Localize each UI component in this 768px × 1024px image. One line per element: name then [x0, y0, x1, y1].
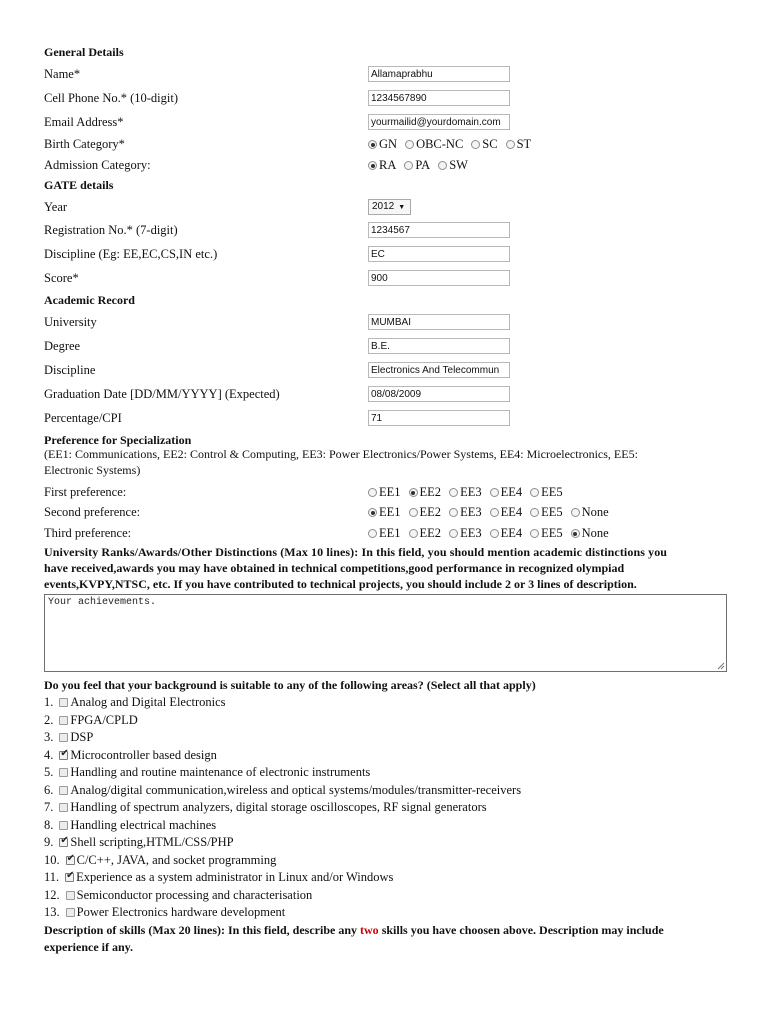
- area-item-number: 13.: [44, 905, 60, 919]
- year-select-value: 2012: [372, 201, 395, 212]
- second-pref-ee1[interactable]: EE1: [368, 505, 401, 520]
- birth-option-gn[interactable]: GN: [368, 137, 397, 152]
- achievements-textarea[interactable]: [44, 594, 727, 672]
- area-list-item[interactable]: [44, 835, 234, 850]
- third-preference-radios: [368, 526, 617, 541]
- third-pref-ee1[interactable]: EE1: [368, 526, 401, 541]
- admission-option-pa[interactable]: PA: [404, 158, 430, 173]
- area-item-number: 1.: [44, 695, 54, 709]
- birth-option-obc-nc[interactable]: OBC-NC: [405, 137, 463, 152]
- area-item-number: 6.: [44, 782, 54, 797]
- admission-option-sw[interactable]: SW: [438, 158, 468, 173]
- third-pref-ee2[interactable]: EE2: [409, 526, 442, 541]
- area-item-label: Analog/digital communication,wireless and optical systems/modules/transmitter-receivers: [70, 782, 522, 797]
- academic-discipline-label: Discipline: [44, 363, 96, 377]
- radio-icon[interactable]: [409, 529, 418, 538]
- email-label: Email Address*: [44, 115, 124, 129]
- radio-icon[interactable]: [530, 488, 539, 497]
- radio-icon[interactable]: [530, 508, 539, 517]
- checkbox-icon[interactable]: [59, 698, 68, 707]
- percentage-label: Percentage/CPI: [44, 411, 122, 425]
- general-details-heading: General Details: [44, 45, 124, 59]
- university-input[interactable]: MUMBAI: [368, 314, 510, 330]
- second-pref-ee3[interactable]: EE3: [449, 505, 482, 520]
- year-select[interactable]: [368, 199, 411, 215]
- area-item-label: Power Electronics hardware development: [76, 905, 286, 919]
- area-item-label: Shell scripting,HTML/CSS/PHP: [70, 835, 234, 849]
- first-pref-ee1[interactable]: EE1: [368, 485, 401, 500]
- radio-icon[interactable]: [490, 529, 499, 538]
- university-label: University: [44, 315, 97, 329]
- score-input[interactable]: 900: [368, 270, 510, 286]
- area-item-number: 12.: [44, 887, 60, 902]
- radio-icon[interactable]: [449, 529, 458, 538]
- area-item-number: 7.: [44, 800, 54, 814]
- chevron-down-icon: ▼: [398, 204, 406, 211]
- second-pref-ee4[interactable]: EE4: [490, 505, 523, 520]
- area-item-label: C/C++, JAVA, and socket programming: [76, 852, 277, 867]
- birth-category-label: Birth Category*: [44, 137, 125, 151]
- preference-heading: Preference for Specialization: [44, 433, 192, 447]
- area-item-number: 5.: [44, 765, 54, 779]
- second-preference-radios: [368, 505, 617, 520]
- radio-icon[interactable]: [506, 140, 515, 149]
- phone-label: Cell Phone No.* (10-digit): [44, 91, 179, 105]
- area-list-item[interactable]: [44, 853, 276, 868]
- area-item-number: 4.: [44, 747, 54, 762]
- degree-input[interactable]: B.E.: [368, 338, 510, 354]
- awards-instructions-line2: have received,awards you may have obtained in technical competitions,good performance in recognized olympiad: [44, 561, 625, 575]
- second-pref-ee2[interactable]: EE2: [409, 505, 442, 520]
- checkbox-icon[interactable]: [59, 821, 68, 830]
- area-item-number: 9.: [44, 835, 54, 849]
- first-pref-ee3[interactable]: EE3: [449, 485, 482, 500]
- checkbox-checked-icon[interactable]: [59, 838, 68, 847]
- first-pref-ee5[interactable]: EE5: [530, 485, 563, 500]
- name-label: Name*: [44, 67, 81, 81]
- area-item-number: 8.: [44, 817, 54, 832]
- registration-input[interactable]: 1234567: [368, 222, 510, 238]
- radio-icon[interactable]: [490, 508, 499, 517]
- third-pref-ee4[interactable]: EE4: [490, 526, 523, 541]
- preference-note-line2: Electronic Systems): [44, 463, 141, 477]
- radio-icon[interactable]: [368, 488, 377, 497]
- gate-discipline-label: Discipline (Eg: EE,EC,CS,IN etc.): [44, 247, 218, 261]
- checkbox-icon[interactable]: [59, 803, 68, 812]
- checkbox-icon[interactable]: [59, 733, 68, 742]
- area-item-number: 3.: [44, 730, 54, 744]
- radio-icon[interactable]: [449, 508, 458, 517]
- second-pref-none[interactable]: None: [571, 505, 609, 520]
- area-item-label: Handling of spectrum analyzers, digital storage oscilloscopes, RF signal generators: [70, 800, 487, 814]
- radio-icon[interactable]: [438, 161, 447, 170]
- area-item-number: 2.: [44, 712, 54, 727]
- radio-icon[interactable]: [471, 140, 480, 149]
- second-preference-label: Second preference:: [44, 505, 141, 519]
- checkbox-icon[interactable]: [59, 768, 68, 777]
- phone-input[interactable]: 1234567890: [368, 90, 510, 106]
- year-label: Year: [44, 200, 68, 214]
- awards-instructions-line1: University Ranks/Awards/Other Distinctions (Max 10 lines): In this field, you should mention academic distinctions you: [44, 545, 668, 559]
- area-list-item[interactable]: [44, 870, 393, 885]
- resize-handle-icon[interactable]: [717, 662, 725, 670]
- area-list-item[interactable]: [44, 730, 93, 745]
- skills-description-line1: Description of skills (Max 20 lines): In this field, describe any two skills you have choosen above. Description may include: [44, 923, 664, 937]
- radio-icon[interactable]: [449, 488, 458, 497]
- area-list-item[interactable]: [44, 800, 487, 815]
- area-item-label: FPGA/CPLD: [70, 712, 138, 727]
- area-item-label: Experience as a system administrator in Linux and/or Windows: [76, 870, 394, 884]
- achievements-textarea-value: Your achievements.: [48, 597, 157, 608]
- birth-option-st[interactable]: ST: [506, 137, 532, 152]
- academic-record-heading: Academic Record: [44, 293, 135, 307]
- areas-heading: Do you feel that your background is suitable to any of the following areas? (Select all that apply): [44, 678, 536, 692]
- radio-icon[interactable]: [409, 508, 418, 517]
- checkbox-icon[interactable]: [66, 891, 75, 900]
- area-list-item[interactable]: [44, 905, 285, 920]
- third-pref-ee3[interactable]: EE3: [449, 526, 482, 541]
- third-pref-none[interactable]: None: [571, 526, 609, 541]
- checkbox-icon[interactable]: [59, 786, 68, 795]
- birth-option-sc[interactable]: SC: [471, 137, 497, 152]
- area-item-label: Handling electrical machines: [70, 817, 217, 832]
- degree-label: Degree: [44, 339, 81, 353]
- area-item-label: Microcontroller based design: [70, 747, 217, 762]
- radio-icon[interactable]: [571, 529, 580, 538]
- area-item-label: Handling and routine maintenance of electronic instruments: [70, 765, 371, 779]
- area-list-item[interactable]: [44, 818, 216, 833]
- score-label: Score*: [44, 271, 79, 285]
- email-input[interactable]: yourmailid@yourdomain.com: [368, 114, 510, 130]
- area-item-label: DSP: [70, 730, 94, 744]
- radio-icon[interactable]: [404, 161, 413, 170]
- first-preference-radios: [368, 485, 571, 500]
- area-list-item[interactable]: [44, 748, 217, 763]
- graduation-date-label: Graduation Date [DD/MM/YYYY] (Expected): [44, 387, 280, 401]
- radio-icon[interactable]: [571, 508, 580, 517]
- area-list-item[interactable]: [44, 695, 226, 710]
- first-pref-ee4[interactable]: EE4: [490, 485, 523, 500]
- area-item-number: 11.: [44, 870, 60, 884]
- skills-description-line2: experience if any.: [44, 940, 133, 954]
- percentage-input[interactable]: 71: [368, 410, 510, 426]
- academic-discipline-input[interactable]: Electronics And Telecommun: [368, 362, 510, 378]
- radio-icon[interactable]: [368, 508, 377, 517]
- registration-label: Registration No.* (7-digit): [44, 223, 178, 237]
- awards-instructions-line3: events,KVPY,NTSC, etc. If you have contributed to technical projects, you should include 2 or 3 lines of description.: [44, 577, 637, 591]
- preference-note-line1: (EE1: Communications, EE2: Control & Computing, EE3: Power Electronics/Power Systems, EE4: Microelectronics, EE5:: [44, 447, 638, 461]
- first-pref-ee2[interactable]: EE2: [409, 485, 442, 500]
- radio-icon[interactable]: [368, 140, 377, 149]
- birth-category-radios: [368, 137, 539, 152]
- radio-icon[interactable]: [490, 488, 499, 497]
- admission-category-label: Admission Category:: [44, 158, 151, 172]
- checkbox-icon[interactable]: [66, 908, 75, 917]
- area-item-number: 10.: [44, 852, 60, 867]
- gate-discipline-input[interactable]: EC: [368, 246, 510, 262]
- checkbox-checked-icon[interactable]: [65, 873, 74, 882]
- radio-icon[interactable]: [368, 161, 377, 170]
- area-list-item[interactable]: [44, 783, 521, 798]
- third-preference-label: Third preference:: [44, 526, 132, 540]
- radio-icon[interactable]: [368, 529, 377, 538]
- checkbox-checked-icon[interactable]: [59, 751, 68, 760]
- radio-icon[interactable]: [409, 488, 418, 497]
- skills-count-highlight: two: [360, 923, 379, 937]
- radio-icon[interactable]: [405, 140, 414, 149]
- area-list-item[interactable]: [44, 765, 370, 780]
- admission-option-ra[interactable]: RA: [368, 158, 396, 173]
- area-list-item[interactable]: [44, 713, 138, 728]
- graduation-date-input[interactable]: 08/08/2009: [368, 386, 510, 402]
- admission-category-radios: [368, 158, 476, 173]
- checkbox-checked-icon[interactable]: [66, 856, 75, 865]
- radio-icon[interactable]: [530, 529, 539, 538]
- name-input[interactable]: Allamaprabhu: [368, 66, 510, 82]
- area-item-label: Semiconductor processing and characterisation: [76, 887, 313, 902]
- first-preference-label: First preference:: [44, 485, 127, 499]
- third-pref-ee5[interactable]: EE5: [530, 526, 563, 541]
- gate-details-heading: GATE details: [44, 178, 114, 192]
- area-list-item[interactable]: [44, 888, 312, 903]
- checkbox-icon[interactable]: [59, 716, 68, 725]
- area-item-label: Analog and Digital Electronics: [70, 695, 226, 709]
- second-pref-ee5[interactable]: EE5: [530, 505, 563, 520]
